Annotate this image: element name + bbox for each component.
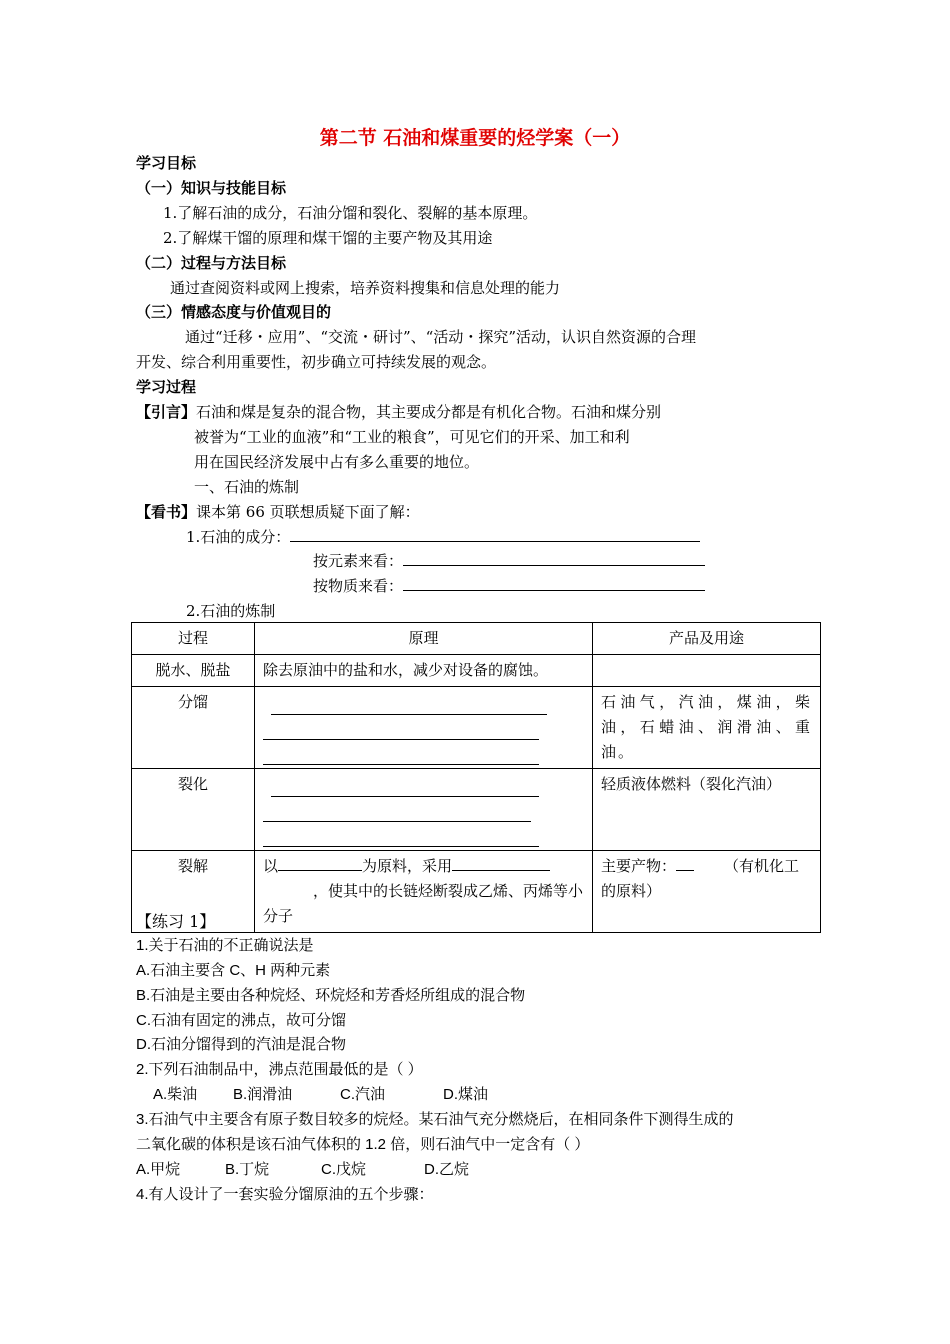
answer-blank[interactable] — [676, 856, 694, 871]
answer-blank[interactable] — [263, 715, 539, 740]
question-label: 按物质来看： — [313, 577, 404, 595]
question-refining: 2.石油的炼制 — [186, 602, 276, 620]
table-row — [132, 655, 821, 687]
introduction-text: 用在国民经济发展中占有多么重要的地位。 — [194, 453, 480, 471]
table-header: 产品及用途 — [593, 623, 821, 655]
answer-option[interactable]: B.石油是主要由各种烷烃、环烷烃和芳香烃所组成的混合物 — [136, 987, 526, 1004]
answer-option[interactable]: D.乙烷 — [424, 1161, 470, 1178]
answer-blank[interactable] — [278, 856, 362, 871]
answer-option[interactable]: C.汽油 — [340, 1086, 386, 1103]
process-method-heading: （二）过程与方法目标 — [136, 254, 287, 272]
answer-blank[interactable] — [263, 740, 539, 765]
product-cell — [593, 655, 821, 687]
table-header: 原理 — [255, 623, 593, 655]
introduction-line — [136, 402, 661, 422]
process-method-text: 通过查阅资料或网上搜索，培养资料搜集和信息处理的能力 — [170, 279, 561, 297]
section-heading: 一、石油的炼制 — [194, 478, 300, 496]
attitude-values-text: 通过“迁移・应用”、“交流・研讨”、“活动・探究”活动，认识自然资源的合理 — [185, 328, 697, 346]
learning-process-heading: 学习过程 — [136, 378, 197, 396]
practice-question: 4.有人设计了一套实验分馏原油的五个步骤： — [136, 1186, 434, 1203]
practice-question: 2.下列石油制品中，沸点范围最低的是（ ） — [136, 1061, 423, 1078]
answer-option[interactable]: A.甲烷 — [136, 1161, 181, 1178]
objectives-heading: 学习目标 — [136, 154, 197, 172]
answer-blank[interactable] — [403, 576, 705, 591]
read-book-text: 课本第 66 页联想质疑下面了解： — [196, 503, 420, 521]
principle-text: 为原料，采用 — [362, 857, 453, 875]
principle-cell — [255, 851, 593, 933]
process-cell: 分馏 — [132, 687, 255, 769]
answer-option[interactable]: D.石油分馏得到的汽油是混合物 — [136, 1036, 347, 1053]
answer-option[interactable]: A.石油主要含 C、H 两种元素 — [136, 962, 331, 979]
practice-question: 1.关于石油的不正确说法是 — [136, 937, 314, 954]
answer-blank[interactable] — [452, 856, 550, 871]
question-label: 1.石油的成分： — [186, 528, 291, 546]
answer-blank[interactable] — [263, 797, 531, 822]
process-cell: 裂解 — [132, 851, 255, 933]
practice-heading: 【练习 1】 — [136, 912, 216, 931]
answer-blank[interactable] — [271, 690, 547, 715]
answer-option[interactable]: B.润滑油 — [233, 1086, 293, 1103]
product-text: 主要产物： — [601, 857, 677, 875]
answer-blank[interactable] — [403, 551, 705, 566]
table-header-row — [132, 623, 821, 655]
product-cell: 石油气，汽油，煤油，柴油，石蜡油、润滑油、重油。 — [593, 687, 821, 769]
question-label: 按元素来看： — [313, 552, 404, 570]
read-book-line — [136, 502, 420, 522]
question-petroleum-composition — [186, 527, 700, 547]
attitude-values-text: 开发、综合利用重要性，初步确立可持续发展的观念。 — [136, 353, 497, 371]
page-title: 第二节 石油和煤重要的烃学案（一） — [319, 127, 631, 149]
principle-text: 以 — [263, 857, 279, 875]
answer-option[interactable]: A.柴油 — [153, 1086, 198, 1103]
table-header: 过程 — [132, 623, 255, 655]
attitude-values-heading: （三）情感态度与价值观目的 — [136, 303, 332, 321]
product-cell: 轻质液体燃料（裂化汽油） — [593, 769, 821, 851]
principle-text: ，使其中的长链烃断裂成乙烯、丙烯等小分子 — [263, 882, 584, 925]
answer-option[interactable]: D.煤油 — [443, 1086, 489, 1103]
introduction-text: 石油和煤是复杂的混合物，其主要成分都是有机化合物。石油和煤分别 — [196, 403, 662, 421]
table-row — [132, 769, 821, 851]
objective-item: 1.了解石油的成分，石油分馏和裂化、裂解的基本原理。 — [163, 204, 538, 222]
process-cell: 脱水、脱盐 — [132, 655, 255, 687]
practice-question: 二氧化碳的体积是该石油气体积的 1.2 倍，则石油气中一定含有（ ） — [136, 1136, 590, 1153]
principle-cell: 除去原油中的盐和水，减少对设备的腐蚀。 — [255, 655, 593, 687]
table-row — [132, 851, 821, 933]
answer-blank[interactable] — [271, 772, 539, 797]
introduction-tag: 【引言】 — [136, 403, 197, 421]
answer-option[interactable]: C.石油有固定的沸点，故可分馏 — [136, 1012, 347, 1029]
question-by-element — [313, 551, 705, 571]
principle-cell — [255, 769, 593, 851]
answer-blank[interactable] — [290, 527, 700, 542]
practice-question: 3.石油气中主要含有原子数目较多的烷烃。某石油气充分燃烧后，在相同条件下测得生成的 — [136, 1111, 734, 1128]
process-cell: 裂化 — [132, 769, 255, 851]
read-book-tag: 【看书】 — [136, 503, 197, 521]
answer-option[interactable]: C.戊烷 — [321, 1161, 367, 1178]
refining-table — [131, 622, 821, 933]
answer-blank[interactable] — [263, 822, 539, 847]
product-cell — [593, 851, 821, 933]
principle-cell — [255, 687, 593, 769]
product-text: （有机化工的原料） — [601, 857, 800, 900]
table-row — [132, 687, 821, 769]
answer-option[interactable]: B.丁烷 — [225, 1161, 270, 1178]
objective-item: 2.了解煤干馏的原理和煤干馏的主要产物及其用途 — [163, 229, 493, 247]
question-by-substance — [313, 576, 705, 596]
introduction-text: 被誉为“工业的血液”和“工业的粮食”，可见它们的开采、加工和利 — [194, 428, 630, 446]
knowledge-skills-heading: （一）知识与技能目标 — [136, 179, 287, 197]
